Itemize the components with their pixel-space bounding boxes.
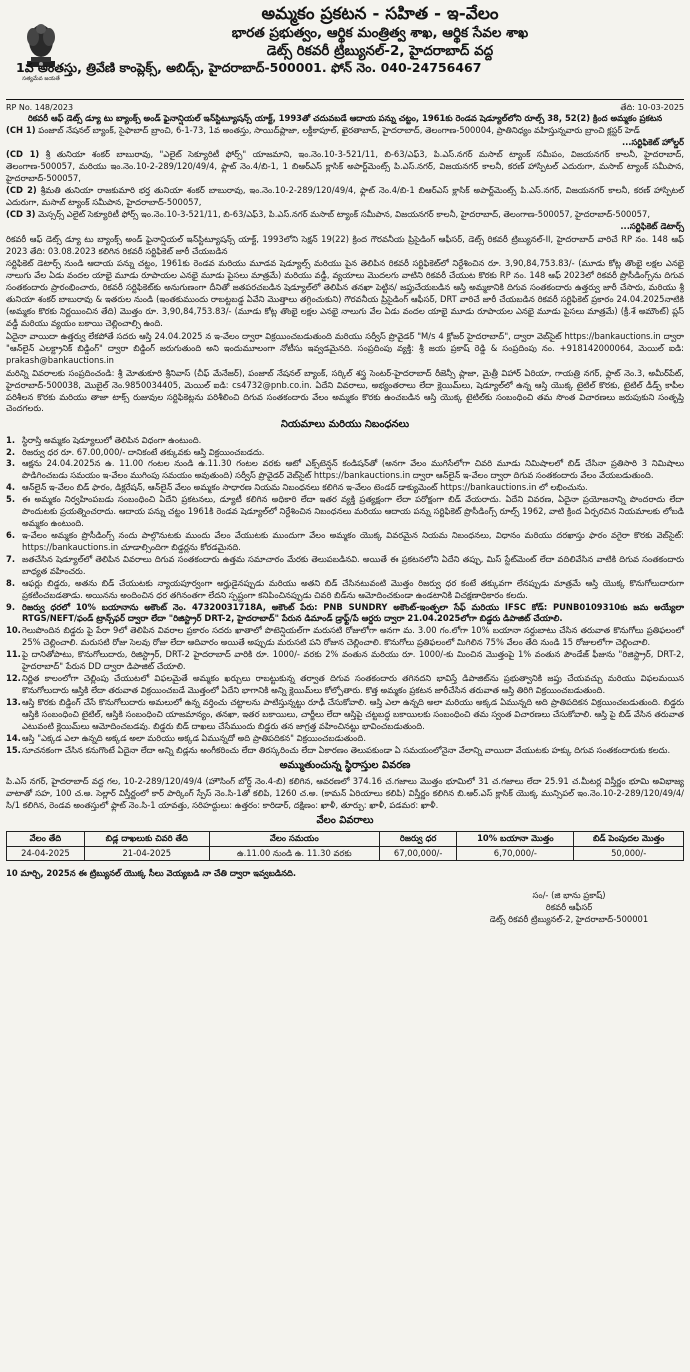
- schedule-text: పి.ఎస్ నగర్, హైదరాబాద్ వద్ద గల, 10-2-289/120/49/4 (హౌసింగ్ బోర్డ్ నెం.4-బి) కలిగిన, ఆవరణలో 374.16 చ.గజాలు మొత్తం భూమిలో 31 చ.గజాలు లేదా 25.91 చ.మీటర్ల విస్తీర్ణం భూమి అవిభాజ్య వాటాతో సహ, 100 చ.అ. సెల్లార్ విస్తీర్ణంలో కార్ పార్కింగ్ స్పేస్ నెం.సి-1తో కలిపి, 1260 చ.అ. (కామన్ ఏరియాలు కలిపి) విస్తీర్ణం కలిగిన బి.ఆర్.ఎస్ క్లాసిక్ యొక్క మున్సిపల్ ఇం.నెం.10-2-289/120/49/4/సి/1 కలిగిన, రెండవ అంతస్తులో ఫ్లాట్ నెం.సి-1 యావత్తు, సరిహద్దులు: ఉత్తరం: కారిడార్, దక్షిణం: ఖాళీ, తూర్పు: ఖాళీ, పడమర: ఖాళీ.: [6, 775, 684, 810]
- term-item: 11. పై దానితోపాటు, కొనుగోలుదారు, రిజిస్ట్రార్, DRT-2 హైదరాబాద్ వారికి రూ. 1000/- వరకు 2% వంతున మరియు రూ. 1000/-కు మించిన మొత్తంపై 1% వంతున పౌండేజ్ ఫీజును "రిజిస్ట్రార్, DRT-2, హైదరాబాద్" పేరున DD ద్వారా డిపాజిట్ చేయాలి.: [6, 649, 684, 672]
- table-header: బిడ్ పెంపుదల మొత్తం: [574, 831, 684, 846]
- auction-table-heading: వేలం వివరాలు: [316, 815, 374, 827]
- notice-header: [6, 4, 684, 100]
- ministry-line: భారత ప్రభుత్వం, ఆర్థిక మంత్రిత్వ శాఖ, ఆర్థిక సేవల శాఖ: [231, 25, 529, 42]
- term-item: 5. ఈ అమ్మకం నిర్వహింపబడు సంబంధించి ఏదేని ప్రకటనలు, డ్యూటీ కలిగిన అధికారి లేదా ఇతర వ్యక్తి ప్రత్యక్షంగా లేదా పరోక్షంగా బిడ్ వేయరాదు. ఏదేని వివరణ, ఏదైనా ప్రయోజనాన్ని పొందరాదు లేదా పొందుటకు ప్రయత్నించరాదు. ఆదాయ పన్ను చట్టం 1961కి రెండవ షెడ్యూల్‌లో నిర్దేశించిన నిబంధనలు మరియు ఆదాయ పన్ను సర్టిఫికెట్ ప్రొసీడింగ్స్ రూల్స్ 1962, వాటి క్రింద ఏర్పరచిన నియమాలకు లోబడి అమ్మకం ఉంటుంది.: [6, 494, 684, 529]
- table-header: రిజర్వు ధర: [379, 831, 457, 846]
- address-line: 1వ అంతస్తు, త్రివేణి కాంప్లెక్స్, అబిడ్స్, హైదరాబాద్-500001. ఫోన్ నెం. 040-24756467: [16, 60, 482, 76]
- table-cell: 6,70,000/-: [457, 846, 574, 861]
- rp-number: RP No. 148/2023: [6, 103, 74, 112]
- notice-date: తేది: 10-03-2025: [620, 103, 684, 112]
- term-item: 13. ఆస్తి కొరకు బిడ్డింగ్ చేసే కొనుగోలుదారు అమలులో ఉన్న వర్తించు చట్టాలను పాటిస్తున్నట్టు రూఢీ చేసుకోవాలి. ఆస్తి ఎలా ఉన్నది అలా మరియు అక్కడ ఏమున్నది అది ప్రాతిపదికన విక్రయించబడుతుంది. బిడ్డరు ఆస్తికి సంబంధించి టైటిల్, ఆస్తికి సంబంధించి యాజమాన్యం, తనఖా, ఇతర బకాయిలు, చార్జీలు లేదా ఆస్తిపై చట్టబద్ధ బకాయిలకు సంబంధించి తమ స్వంత విచారణలు చేసుకోవాలి. ఆస్తి పై బిడ్ వేసిన తరువాత ఎటువంటి క్లెయిమ్‌లు ఆమోదించబడవు. బిడ్డరు బిడ్ దాఖలు చేసేముందు బిడ్డరు తన జాగ్రత్త వహించినట్టు భావించబడుతుంది.: [6, 696, 684, 731]
- notice-title: అమ్మకం ప్రకటన - సహిత - ఇ-వేలం: [261, 4, 499, 24]
- table-header: 10% బయానా మొత్తం: [457, 831, 574, 846]
- party-cd2: (CD 2) శ్రీమతి తునియా రాజకుమారి భర్త తునియా శంకర్ బాబురావు, ఇం.నెం.10-2-289/120/49/4, ఫ్లాట్ నెం.4/బి-1 బిఆర్ఎస్ క్లాసిక్ అపార్ట్‌మెంట్స్ పి.ఎస్.నగర్, విజయనగర్ కాలనీ, కరణ్ హాస్పిటల్ ఎదురుగా, మసాబ్ ట్యాంక్ సమీపాన, హైదరాబాద్-500057,: [6, 184, 685, 207]
- term-item: 3. ఆక్షను 24.04.2025న ఉ. 11.00 గంటల నుండి ఉ.11.30 గంటల వరకు ఆటో ఎక్స్‌టెన్షన్ కండిషన్‌తో (అనగా వేలం ముగిసేలోగా చివరి మూడు నిమిషాలలో బిడ్ చేసినా ప్రతిసారి 3 నిమిషాలు పొడిగించబడు సమయం ఇ-వేలం ముగింపు సమయం అవుతుంది) సర్వీస్ ప్రొవైడర్ వెబ్‌సైట్ https://bankauctions.in ద్వారా ఆన్‌లైన్ ఇ-వేలం ద్వారా దిగువ సంతకందారు వేలం వేయబడుతుంది.: [6, 458, 684, 481]
- national-emblem: [6, 4, 76, 99]
- term-item: 1. స్థిరాస్తి అమ్మకం షెడ్యూలులో తెలిపిన విధంగా ఉంటుంది.: [6, 434, 202, 445]
- signature-name: సం/- (జి భాను ప్రకాష్): [532, 890, 606, 901]
- table-header-row: [7, 831, 684, 846]
- table-header: వేలం సమయం: [209, 831, 379, 846]
- schedule-heading: అమ్ముతుంచున్న స్థిరాస్తుల వివరణ: [279, 760, 411, 772]
- term-item: 10. గెలుపొందిన బిడ్డరు పై పేరా 9లో తెలిపిన వివరాల ప్రకారం సదరు ఖాతాలో పొటెన్షియల్‌గా మరుసటి రోజులోగా అనగా మ. 3.00 గం.లోగా 10% బయానా సర్దుబాటు చేసిన తరువాత కొనుగోలు ప్రతిఫలంలో 25% చెల్లించాలి. మరుసటి రోజు సెలవు రోజు లేదా ఆదివారం అయితే అప్పుడు మరుసటి పని రోజున చెల్లించాలి. కొనుగోలు ప్రతిఫలంలో మిగిలిన 75% వేలం తేది నుండి 15 రోజులలోగా చెల్లించాలి.: [6, 625, 684, 648]
- term-item: 4. ఆన్‌లైన్ ఇ-వేలం బిడ్ ఫారం, డిక్లరేషన్, ఆన్‌లైన్ వేలం అమ్మకం సాధారణ నియమ నిబంధనలు కలిగిన ఇ-వేలం టెండర్ డాక్యుమెంట్ https://bankauctions.in లో లభించును.: [6, 482, 588, 493]
- signature-block: [454, 890, 684, 926]
- terms-heading: నియమాలు మరియు నిబంధనలు: [280, 419, 410, 431]
- paragraph-1: రికవరీ ఆఫ్ డెట్స్ డ్యూ టు బ్యాంక్స్ అండ్ ఫైనాన్షియల్ ఇన్‌స్టిట్యూషన్స్ యాక్ట్, 1993లోని సెక్షన్ 19(22) క్రింద గౌరవనీయ ప్రిసైడింగ్ ఆఫీసర్, డెట్స్ రికవరీ ట్రిబ్యునల్-II, హైదరాబాద్ వారిచే RP నం. 148 ఆఫ్ 2023 తేది: 03.08.2023 కలిగిన రికవరీ సర్టిఫికెట్ జారీ చేయబడిన: [6, 233, 684, 256]
- table-row: [7, 846, 684, 861]
- term-item: 12. నిర్ణిత కాలంలోగా చెల్లింపు చేయుటలో విఫలమైతే అమ్మకం ఖర్చులు రాబట్టుకున్న తర్వాత దిగువ సంతకందారు తగినదని భావిస్తే డిపాజిట్‌ను ప్రభుత్వానికి జప్తు చేయవచ్చు మరియు విఫలమయిన కొనుగోలుదారు ఆస్తికి లేదా తరువాత విక్రయించబడే మొత్తంలో ఏదేని భాగానికి అన్ని క్లెయిమ్‌లు కోల్పోతారు. కొత్త అమ్మకం ప్రకటన జారీచేసిన తరువాత ఆస్తి తిరిగి విక్రయించబడుతుంది.: [6, 673, 684, 695]
- paragraph-4: మరిన్ని వివరాలకు సంప్రదించండి: శ్రీ మోతుకూరి శ్రీనివాస్ (చీఫ్ మేనేజర్), పంజాబ్ నేషనల్ బ్యాంక్, సర్కిల్ శస్త్ర సెంటర్-హైదరాబాద్ రీజెన్సీ ప్లాజా, మైత్రీ విహార్ ఏరియా, గాయత్రి నగర్, ఫ్లాట్ నెం.3, అమీర్‌పేట్, హైదరాబాద్-500038, మొబైల్ నెం.9850034405, మెయిల్ ఐడి: cs4732@pnb.co.in. ఏదేని వివరాలు, అభ్యంతరాలు లేదా క్లెయిమ్‌లు, షెడ్యూల్‌లో ఉన్న ఆస్తి యొక్క టైటిల్ కొరకు, టైటిల్ డీడ్స్ కాపీల పరిశీలన కొరకు మరియు తాజా టాక్స్ రుజువుల సర్టిఫికెట్లను పరిశీలించి దిగువ సంతకందారు వేలం అమ్మకం కొరకు ఉంచబడిన ఆస్తి యొక్క టైటిల్‌కు సంబంధించి తమ సొంత విచారణలు జరుపుకుని సంతృప్తి చెందగలరు.: [6, 367, 684, 414]
- party-cd3: (CD 3) మెస్సర్స్ ఎలైట్ సెక్యూరిటీ ఫోర్స్ ఇం.నెం.10-3-521/11, బి-63/ఎఫ్3, పి.ఎస్.నగర్ మసాబ్ ట్యాంక్ సమీపాన, విజయనగర్ కాలనీ, హైదరాబాద్, తెలంగాణ-500057, హైదరాబాద్-500057, ...సర్టిఫికెట్ డెటార్స్: [6, 208, 684, 231]
- table-cell: 67,00,000/-: [379, 846, 457, 861]
- term-item: 2. రిజర్వు ధర రూ. 67.00,000/- దానికంటే తక్కువకు ఆస్తి విక్రయించబడదు.: [6, 446, 265, 457]
- term-item: 7. జతచేసిన షెడ్యూల్‌లో తెలిపిన వివరాలు దిగువ సంతకందారు ఉత్తమ సమాచారం మేరకు తెలుపబడినవి. అయితే ఈ ప్రకటనలోని ఏదేని తప్పు, మిస్ స్టేట్‌మెంట్ లేదా వదిలివేసిన వాటికి దిగువ సంతకందారు బాధ్యత వహించరు.: [6, 553, 684, 576]
- emblem-motto: సత్యమేవ జయతే: [22, 76, 60, 83]
- signature-office: డెట్స్ రికవరీ ట్రిబ్యునల్-2, హైదరాబాద్-500001: [489, 914, 649, 925]
- table-cell: 24-04-2025: [7, 846, 85, 861]
- signature-designation: రికవరీ ఆఫీసర్: [545, 902, 593, 913]
- term-item: 6. ఇ-వేలం అమ్మకం ప్రొసీడింగ్స్‌ నందు పాల్గొనుటకు ముందు వేలం వేయుటకు ముందుగా వేలం అమ్మకం యొక్క వివరమైన నియమ నిబంధనలు, విధానం మరియు దరఖాస్తు ఫారం వగైరా కొరకు వెబ్‌సైట్: https://bankauctions.in చూడాల్సిందిగా బిడ్డర్లను కోరడమైనది.: [6, 529, 684, 552]
- tribunal-line: డెట్స్ రికవరీ ట్రిబ్యునల్-2, హైదరాబాద్ వద్ద: [266, 42, 494, 59]
- table-cell: 50,000/-: [574, 846, 684, 861]
- footer-note: 10 మార్చి, 2025న ఈ ట్రిబ్యునల్ యొక్క సీలు వెయ్యబడి నా చేతి ద్వారా ఇవ్వబడినది.: [6, 868, 297, 879]
- paragraph-2: సర్టిఫికెట్ డెటార్స్ నుండి ఆదాయ పన్ను చట్టం, 1961కు రెండవ మరియు మూడవ షెడ్యూల్స్ మరియు పైన తెలిపిన రికవరీ సర్టిఫికెట్‌లో నిర్దేశించిన రూ. 3,90,84,753.83/- (మూడు కోట్ల తొంభై లక్షల ఎనభై నాలుగు వేల ఏడు వందల యాభై మూడు రూపాయల ఎనభై మూడు పైసలు మాత్రమే) మరియు వడ్డీ, వ్యయాలు మొదలగు వాటిని రికవరీ చేయుట కొరకు RP నం. 148 ఆఫ్ 2023లో రికవరీ ప్రొసీడింగ్స్‌ను దిగువ సంతకందారు ప్రారంభించారు, రికవరీ సర్టిఫికెట్‌కు అనుగుణంగా దీనితో జతపరచబడిన షెడ్యూల్‌లో తెలిపిన తనఖా పెట్టిన/ జప్తుచేయబడిన ఆస్తి అమ్మకానికి దిగువ సంతకందారు ఉత్తర్వు జారీ చేసారు, మరియు శ్రీ తునియా శంకర్ బాబురావు & ఇతరుల నుండి (ఇంతకుముందు రాబట్టబడ్డ ఏవేని మొత్తాలు తగ్గించుకుని) గౌరవనీయ ప్రిసైడింగ్ ఆఫీసర్, DRT వారిచే జారీ చేయబడిన రికవరీ సర్టిఫికెట్ ప్రకారం 24.04.2025నాటికి (అమ్మకం కొరకు నిర్ణయించిన తేది) మొత్తం రూ. 3,90,84,753.83/- (మూడు కోట్ల తొంభై లక్షల ఎనభై నాలుగు వేల ఏడు వందల యాభై మూడు రూపాయల ఎనభై మూడు పైసలు మాత్రమే) (క్రీ.శే అమౌంట్) ప్లస్ వడ్డీ మరియు వ్యయం బకాయి చెల్లించాల్సి ఉంది.: [6, 258, 684, 329]
- table-cell: ఉ.11.00 నుండి ఉ. 11.30 వరకు: [209, 846, 379, 861]
- auction-details-table: [6, 831, 684, 862]
- party-ch1: (CH 1) పంజాబ్ నేషనల్ బ్యాంక్, సైఫాబాద్ బ్రాంచి, 6-1-73, 1వ అంతస్తు, సాయిద్‌ప్లాజా, లక్డీకాపూల్, ఖైరతాబాద్, హైదరాబాద్, తెలంగాణ-500004, ప్రాతినిధ్యం వహిస్తున్నవారు బ్రాంచి క్లస్టర్ హెడ్ ...సర్టిఫికెట్ హోల్డర్: [6, 125, 684, 148]
- term-item: 8. ఆఫర్లు బిడ్డరు, అతను బిడ్ చేయుటకు న్యాయపూర్వంగా అర్హుడైనప్పుడు మరియు అతని బిడ్ చేసినటువంటి మొత్తం రిజర్వు ధర కంటే తక్కువగా లేనప్పుడు మాత్రమే ఆస్తి యొక్క కొనుగోలుదారుగా ప్రకటించబడతాడు. అయినను అందించిన ధర తగినంతగా లేదని స్పష్టంగా కనిపించినప్పుడు చివరి బిడ్‌ను ఆమోదించకుండా ఉండటానికి విచక్షణాధికారం కలదు.: [6, 577, 684, 600]
- term-item: 15. సూచనకంగా చేసిన కనుగొంటే ఏదైనా లేదా అన్ని బిడ్లను అంగీకరించు లేదా తిరస్కరించు లేదా ఏకారణం తెలుపకుండా ఏ సమయంలోనైనా వేలాన్ని వాయిదా వేయుటకు హక్కు దిగువ సంతకందారుకు కలదు.: [6, 744, 671, 755]
- table-cell: 21-04-2025: [84, 846, 209, 861]
- table-header: బిడ్ల దాఖలుకు చివరి తేది: [84, 831, 209, 846]
- term-item: 14. ఆస్తి "ఎక్కడ ఎలా ఉన్నది అక్కడ అలా మరియు అక్కడ ఏమున్నదో అది ప్రాతిపదికన" విక్రయించబడుతుంది.: [6, 732, 366, 743]
- table-header: వేలం తేది: [7, 831, 85, 846]
- terms-list: [6, 435, 684, 757]
- party-cd1: (CD 1) శ్రీ తునియా శంకర్ బాబురావు, "ఎలైట్ సెక్యూరిటీ ఫోర్స్" యాజమాని, ఇం.నెం.10-3-521/11, బి-63/ఎఫ్3, పి.ఎస్.నగర్ మసాబ్ ట్యాంక్ సమీపం, విజయనగర్ కాలనీ, హైదరాబాద్, తెలంగాణ-500057, మరియు ఇం.నెం.10-2-289/120/49/4, ఫ్లాట్ నెం.4/బి-1, 1 బిఆర్ఎస్ క్లాసిక్ అపార్ట్‌మెంట్స్ పి.ఎస్.నగర్, విజయనగర్ కాలనీ, కరణ్ హాస్పిటల్ ఎదురుగా, మసాబ్ ట్యాంక్ సమీపాన, హైదరాబాద్-500057,: [6, 149, 684, 183]
- intro-heading: రికవరీ ఆఫ్ డెట్స్ డ్యూ టు బ్యాంక్స్ అండ్ ఫైనాన్షియల్ ఇన్‌స్టిట్యూషన్స్ యాక్ట్, 1993తో చదువబడే ఆదాయ పన్ను చట్టం, 1961కు రెండవ షెడ్యూల్‌లోని రూల్స్ 38, 52(2) క్రింద అమ్మకం ప్రకటన: [27, 113, 663, 124]
- term-item: 9. రిజర్వు ధరలో 10% బయానాను అకౌంట్ నెం. 47320031718A, అకౌంట్ పేరు: PNB SUNDRY అకౌంట్-ఇంత్ఫలా సేఫ్ మరియు IFSC కోడ్: PUNB0109310కు జమ అయ్యేలా RTGS/NEFT/ఫండ్ ట్రాన్స్‌ఫర్ ద్వారా లేదా "రిజిస్ట్రార్ DRT-2, హైదరాబాద్" పేరున డిమాండ్ డ్రాఫ్ట్/పే ఆర్డరు ద్వారా 21.04.2025లోగా బిడ్డరు డిపాజిట్ చేయాలి.: [6, 601, 684, 624]
- paragraph-3: ఏదైనా వాయిదా ఉత్తర్వు లేకపోతే సదరు ఆస్తి 24.04.2025 న ఇ-వేలం ద్వారా విక్రయించబడుతుంది మరియు సర్వీస్ ప్రొవైడర్ "M/s 4 క్లోజర్ హైదరాబాద్", ద్వారా వెబ్‌సైట్ https://bankauctions.in ద్వారా "ఆన్‌లైన్ ఎలక్ట్రానిక్ బిడ్డింగ్" ద్వారా బిడ్డింగ్ జరుగుతుంది అని ఇందుమూలంగా నోటీసు ఇవ్వడమైనది. సంప్రదింపు వ్యక్తి: శ్రీ జయ ప్రకాష్ రెడ్డి & సంప్రదింపు నం. +918142000064, మెయిల్ ఐడి: prakash@bankauctions.in: [6, 330, 684, 365]
